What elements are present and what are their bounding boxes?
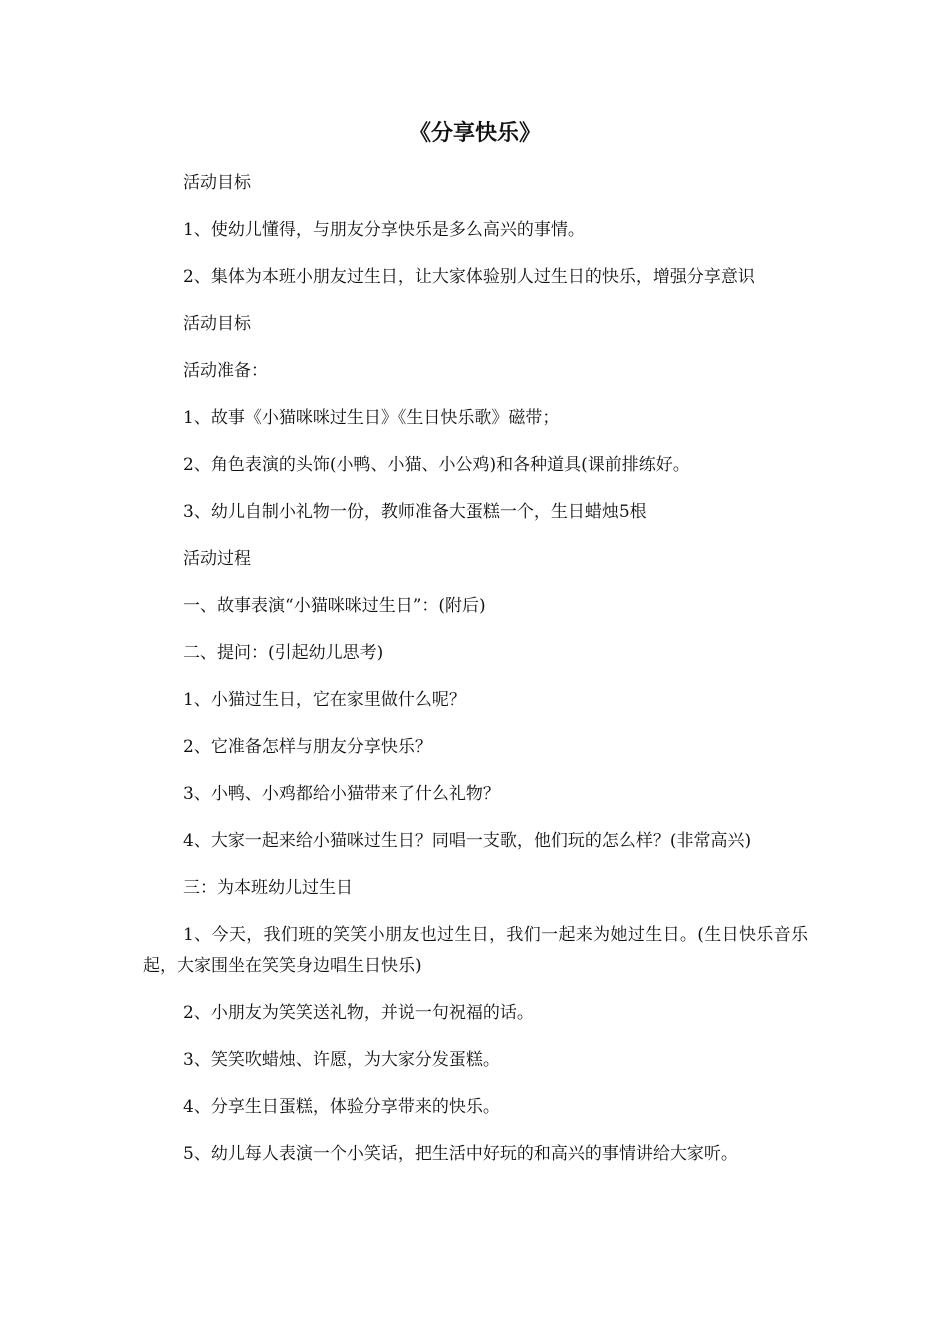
- paragraph-goal-1: 1、使幼儿懂得，与朋友分享快乐是多么高兴的事情。: [183, 220, 585, 240]
- paragraph-preparation-3: 3、幼儿自制小礼物一份，教师准备大蛋糕一个，生日蜡烛5根: [183, 502, 647, 522]
- document-body: [143, 168, 808, 1170]
- paragraph-process-step-2: 二、提问：(引起幼儿思考): [183, 643, 384, 663]
- paragraph-goals-heading: 活动目标: [183, 173, 251, 193]
- paragraph-birthday-1: 1、今天，我们班的笑笑小朋友也过生日，我们一起来为她过生日。(生日快乐音乐起，大家围坐在笑笑身边唱生日快乐): [143, 925, 808, 976]
- paragraph-process-heading: 活动过程: [183, 549, 251, 569]
- paragraph-birthday-5: 5、幼儿每人表演一个小笑话，把生活中好玩的和高兴的事情讲给大家听。: [183, 1144, 738, 1164]
- paragraph-question-1: 1、小猫过生日，它在家里做什么呢？: [183, 690, 466, 710]
- paragraph-goals-heading-repeat: 活动目标: [183, 314, 251, 334]
- paragraph-birthday-4: 4、分享生日蛋糕，体验分享带来的快乐。: [183, 1097, 500, 1117]
- paragraph-question-2: 2、它准备怎样与朋友分享快乐？: [183, 737, 432, 757]
- paragraph-process-step-3: 三：为本班幼儿过生日: [183, 878, 353, 898]
- paragraph-goal-2: 2、集体为本班小朋友过生日，让大家体验别人过生日的快乐，增强分享意识: [183, 267, 755, 287]
- paragraph-preparation-2: 2、角色表演的头饰(小鸭、小猫、小公鸡)和各种道具(课前排练好。: [183, 455, 690, 475]
- paragraph-birthday-3: 3、笑笑吹蜡烛、许愿，为大家分发蛋糕。: [183, 1050, 500, 1070]
- paragraph-birthday-2: 2、小朋友为笑笑送礼物，并说一句祝福的话。: [183, 1003, 534, 1023]
- paragraph-preparation-1: 1、故事《小猫咪咪过生日》《生日快乐歌》磁带；: [183, 408, 560, 428]
- paragraph-process-step-1: 一、故事表演“小猫咪咪过生日”：(附后): [183, 596, 486, 616]
- paragraph-preparation-heading: 活动准备：: [183, 361, 268, 381]
- paragraph-question-4: 4、大家一起来给小猫咪过生日？同唱一支歌，他们玩的怎么样？(非常高兴): [183, 831, 752, 851]
- paragraph-question-3: 3、小鸭、小鸡都给小猫带来了什么礼物？: [183, 784, 500, 804]
- document-title: 《分享快乐》: [408, 121, 541, 146]
